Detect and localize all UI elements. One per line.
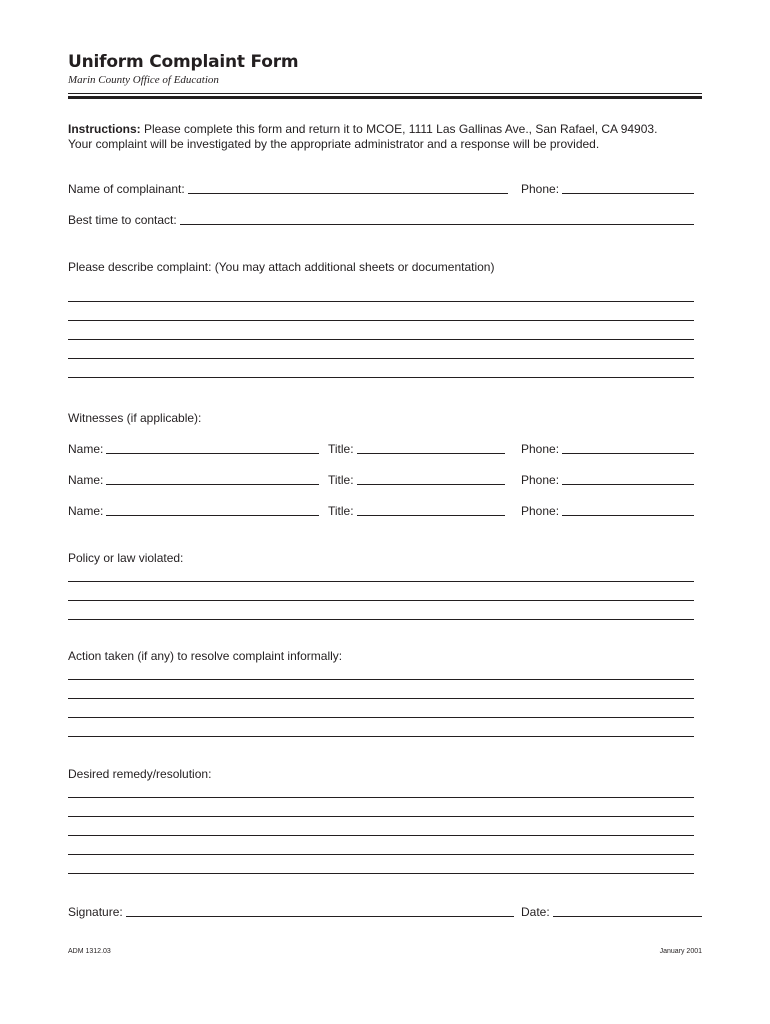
witness-name-line[interactable] xyxy=(106,443,319,454)
witness-phone-line[interactable] xyxy=(562,474,694,485)
remedy-line[interactable] xyxy=(68,854,694,855)
witness-phone-label: Phone: xyxy=(521,504,560,518)
instructions-text-1: Please complete this form and return it to MCOE, 1111 Las Gallinas Ave., San Rafael, CA 94903. xyxy=(144,122,658,136)
complaint-line[interactable] xyxy=(68,301,694,302)
best-time-field[interactable] xyxy=(68,213,694,227)
action-line[interactable] xyxy=(68,679,694,680)
action-line[interactable] xyxy=(68,717,694,718)
form-title: Uniform Complaint Form xyxy=(68,52,299,72)
remedy-line[interactable] xyxy=(68,797,694,798)
name-of-complainant-label: Name of complainant: xyxy=(68,182,185,196)
witness-title-line[interactable] xyxy=(357,505,505,516)
signature-line[interactable] xyxy=(126,906,514,917)
policy-line[interactable] xyxy=(68,600,694,601)
action-line[interactable] xyxy=(68,736,694,737)
name-of-complainant-line[interactable] xyxy=(188,183,508,194)
policy-line[interactable] xyxy=(68,619,694,620)
witness-1-phone-field[interactable] xyxy=(521,442,694,456)
complainant-phone-field[interactable] xyxy=(521,182,694,196)
witness-name-label: Name: xyxy=(68,442,104,456)
witness-phone-line[interactable] xyxy=(562,443,694,454)
complaint-line[interactable] xyxy=(68,320,694,321)
best-time-label: Best time to contact: xyxy=(68,213,177,227)
witness-name-label: Name: xyxy=(68,473,104,487)
form-revision-date: January 2001 xyxy=(659,948,702,955)
witnesses-label: Witnesses (if applicable): xyxy=(68,411,202,425)
complainant-phone-line[interactable] xyxy=(562,183,694,194)
witness-3-phone-field[interactable] xyxy=(521,504,694,518)
complaint-description-label: Please describe complaint: (You may attach additional sheets or documentation) xyxy=(68,260,495,274)
instructions-line-2: Your complaint will be investigated by the appropriate administrator and a response will be provided. xyxy=(68,137,600,151)
form-code: ADM 1312.03 xyxy=(68,948,111,955)
remedy-line[interactable] xyxy=(68,873,694,874)
complaint-line[interactable] xyxy=(68,358,694,359)
date-field[interactable] xyxy=(521,905,702,919)
witness-title-label: Title: xyxy=(328,504,354,518)
witness-2-name-field[interactable] xyxy=(68,473,319,487)
witness-phone-line[interactable] xyxy=(562,505,694,516)
remedy-line[interactable] xyxy=(68,835,694,836)
name-of-complainant-field[interactable] xyxy=(68,182,508,196)
date-line[interactable] xyxy=(553,906,702,917)
action-line[interactable] xyxy=(68,698,694,699)
witness-3-title-field[interactable] xyxy=(328,504,505,518)
witness-phone-label: Phone: xyxy=(521,442,560,456)
witness-2-phone-field[interactable] xyxy=(521,473,694,487)
complaint-line[interactable] xyxy=(68,377,694,378)
witness-title-line[interactable] xyxy=(357,443,505,454)
witness-3-name-field[interactable] xyxy=(68,504,319,518)
form-subtitle: Marin County Office of Education xyxy=(68,74,219,86)
witness-name-line[interactable] xyxy=(106,474,319,485)
witness-1-title-field[interactable] xyxy=(328,442,505,456)
witness-name-label: Name: xyxy=(68,504,104,518)
signature-label: Signature: xyxy=(68,905,123,919)
remedy-line[interactable] xyxy=(68,816,694,817)
witness-title-label: Title: xyxy=(328,442,354,456)
header-divider-thick xyxy=(68,96,702,99)
instructions-label: Instructions: xyxy=(68,122,141,136)
policy-line[interactable] xyxy=(68,581,694,582)
witness-2-title-field[interactable] xyxy=(328,473,505,487)
date-label: Date: xyxy=(521,905,550,919)
witness-phone-label: Phone: xyxy=(521,473,560,487)
complainant-phone-label: Phone: xyxy=(521,182,560,196)
policy-violated-label: Policy or law violated: xyxy=(68,551,184,565)
witness-name-line[interactable] xyxy=(106,505,319,516)
desired-remedy-label: Desired remedy/resolution: xyxy=(68,767,212,781)
action-taken-label: Action taken (if any) to resolve complaint informally: xyxy=(68,649,343,663)
instructions-line-1 xyxy=(68,122,657,136)
witness-title-label: Title: xyxy=(328,473,354,487)
signature-field[interactable] xyxy=(68,905,514,919)
witness-title-line[interactable] xyxy=(357,474,505,485)
header-divider-thin xyxy=(68,93,702,94)
complaint-line[interactable] xyxy=(68,339,694,340)
witness-1-name-field[interactable] xyxy=(68,442,319,456)
best-time-line[interactable] xyxy=(180,214,694,225)
